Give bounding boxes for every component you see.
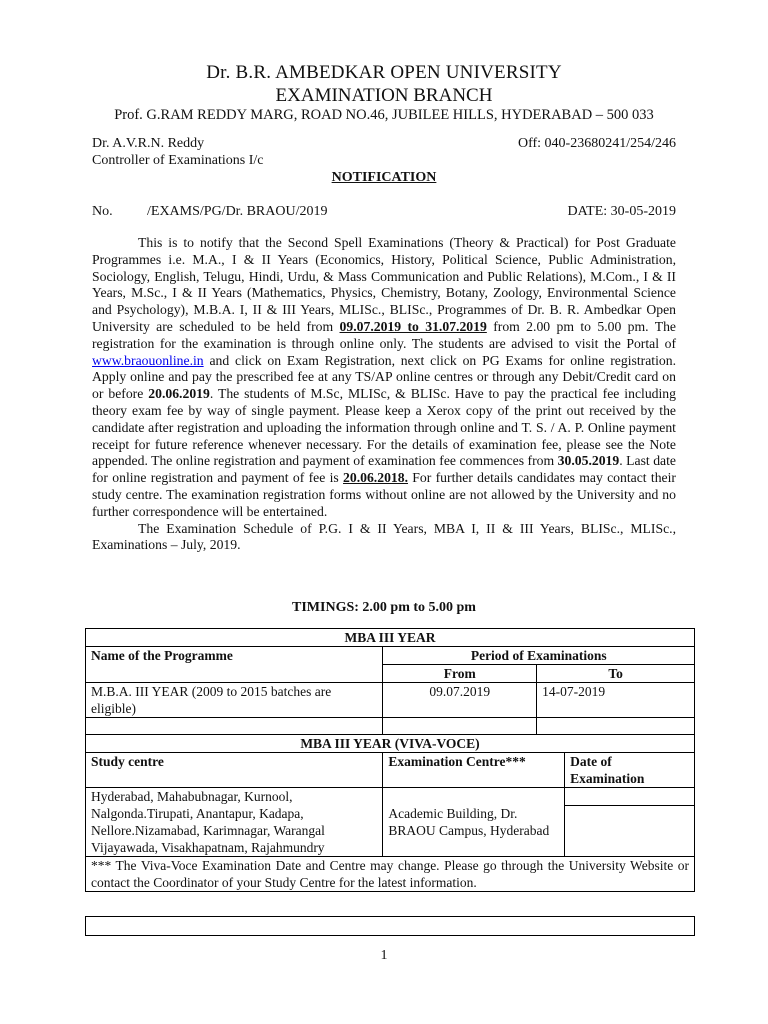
branch-name: EXAMINATION BRANCH — [275, 85, 493, 106]
table-row — [86, 718, 695, 735]
controller-name: Dr. A.V.R.N. Reddy — [92, 136, 205, 151]
col-study-centre: Study centre — [86, 753, 383, 788]
col-exam-date: Date of Examination — [565, 753, 695, 788]
empty-table-box — [85, 916, 695, 936]
deadline-date: 20.06.2019 — [148, 386, 210, 402]
table-row — [86, 788, 695, 806]
portal-link[interactable]: www.braouonline.in — [92, 352, 204, 368]
reference-row — [92, 204, 676, 220]
section-title-mba: MBA III YEAR — [86, 629, 695, 647]
registration-start-date: 30.05.2019 — [557, 453, 620, 469]
last-date: 20.06.2018. — [343, 470, 409, 486]
from-date: 09.07.2019 — [383, 683, 537, 718]
paragraph-2: The Examination Schedule of P.G. I & II Years, MBA I, II & III Years, BLISc., MLISc., Examinations – July, 2019. — [92, 520, 676, 553]
study-centres: Hyderabad, Mahabubnagar, Kurnool, Nalgonda.Tirupati, Anantapur, Kadapa, Nellore.Nizamabad, Karimnagar, Warangal Vijayawada, Visakhapatnam, Rajahmundry — [86, 788, 383, 857]
schedule-table — [85, 628, 695, 892]
viva-note: *** The Viva-Voce Examination Date and Centre may change. Please go through the University Website or contact the Coordinator of your Study Centre for the latest information. — [86, 857, 695, 892]
table-row — [86, 753, 695, 788]
notification-title: NOTIFICATION — [331, 170, 437, 185]
paragraph-1: This is to notify that the Second Spell Examinations (Theory & Practical) for Post Graduate Programmes i.e. M.A., I & II Years (Economics, History, Political Science, Public Administration, Sociology, English, Telugu, Hindi, Urdu, & Mass Communication and Public Relations), M.Com., I & II Years, M.Sc., I & II Years (Mathematics, Physics, Chemistry, Botany, Zoology, Environmental Science and Psychology), M.B.A. I, II & III Years, MLISc., BLISc., Programmes of Dr. B. R. Ambedkar Open University are scheduled to be held from 09.07.2019 to 31.07.2019 from 2.00 pm to 5.00 pm. The registration for the examination is through online only. The students are advised to visit the Portal of www.braouonline.in and click on Exam Registration, next click on PG Exams for online registration. Apply online and pay the prescribed fee at any TS/AP online centres or through any Debit/Credit card on or before 20.06.2019. The students of M.Sc, MLISc, & BLISc. Have to pay the practical fee including theory exam fee by way of single payment. Please keep a Xerox copy of the print out received by the candidate after registration and uploading the information through online and T. S. / A. P. Online payment receipt for future reference whenever necessary. For the details of examination fee, please see the Note appended. The online registration and payment of examination fee commences from 30.05.2019. Last date for online registration and payment of fee is 20.06.2018. For further details candidates may contact their study centre. The examination registration forms without online are not allowed by the University and no further correspondence will be entertained. — [92, 235, 676, 519]
col-from: From — [383, 665, 537, 683]
section-title-viva: MBA III YEAR (VIVA-VOCE) — [86, 735, 695, 753]
table-row — [86, 683, 695, 718]
notification-body — [92, 235, 676, 554]
university-address: Prof. G.RAM REDDY MARG, ROAD NO.46, JUBILEE HILLS, HYDERABAD – 500 033 — [114, 107, 654, 123]
controller-row — [92, 136, 676, 152]
page-number: 1 — [380, 948, 388, 963]
controller-designation: Controller of Examinations I/c — [92, 153, 264, 168]
timings: TIMINGS: 2.00 pm to 5.00 pm — [292, 600, 476, 615]
exam-dates: 09.07.2019 to 31.07.2019 — [339, 318, 487, 334]
office-phone: Off: 040-23680241/254/246 — [517, 136, 676, 151]
exam-date-cell — [565, 788, 695, 806]
ref-no-label: No. — [92, 204, 113, 219]
ref-number: /EXAMS/PG/Dr. BRAOU/2019 — [147, 204, 328, 219]
table-row — [86, 629, 695, 647]
col-to: To — [537, 665, 695, 683]
to-date: 14-07-2019 — [537, 683, 695, 718]
col-exam-centre: Examination Centre*** — [383, 753, 565, 788]
programme-name: M.B.A. III YEAR (2009 to 2015 batches are eligible) — [86, 683, 383, 718]
university-name: Dr. B.R. AMBEDKAR OPEN UNIVERSITY — [206, 62, 562, 83]
notification-date: DATE: 30-05-2019 — [567, 204, 676, 219]
table-row — [86, 647, 695, 665]
table-row — [86, 735, 695, 753]
col-programme: Name of the Programme — [86, 647, 383, 683]
designation-row — [92, 153, 676, 169]
table-row — [86, 857, 695, 892]
exam-centre: Academic Building, Dr. BRAOU Campus, Hyderabad — [383, 788, 565, 857]
col-period: Period of Examinations — [383, 647, 695, 665]
